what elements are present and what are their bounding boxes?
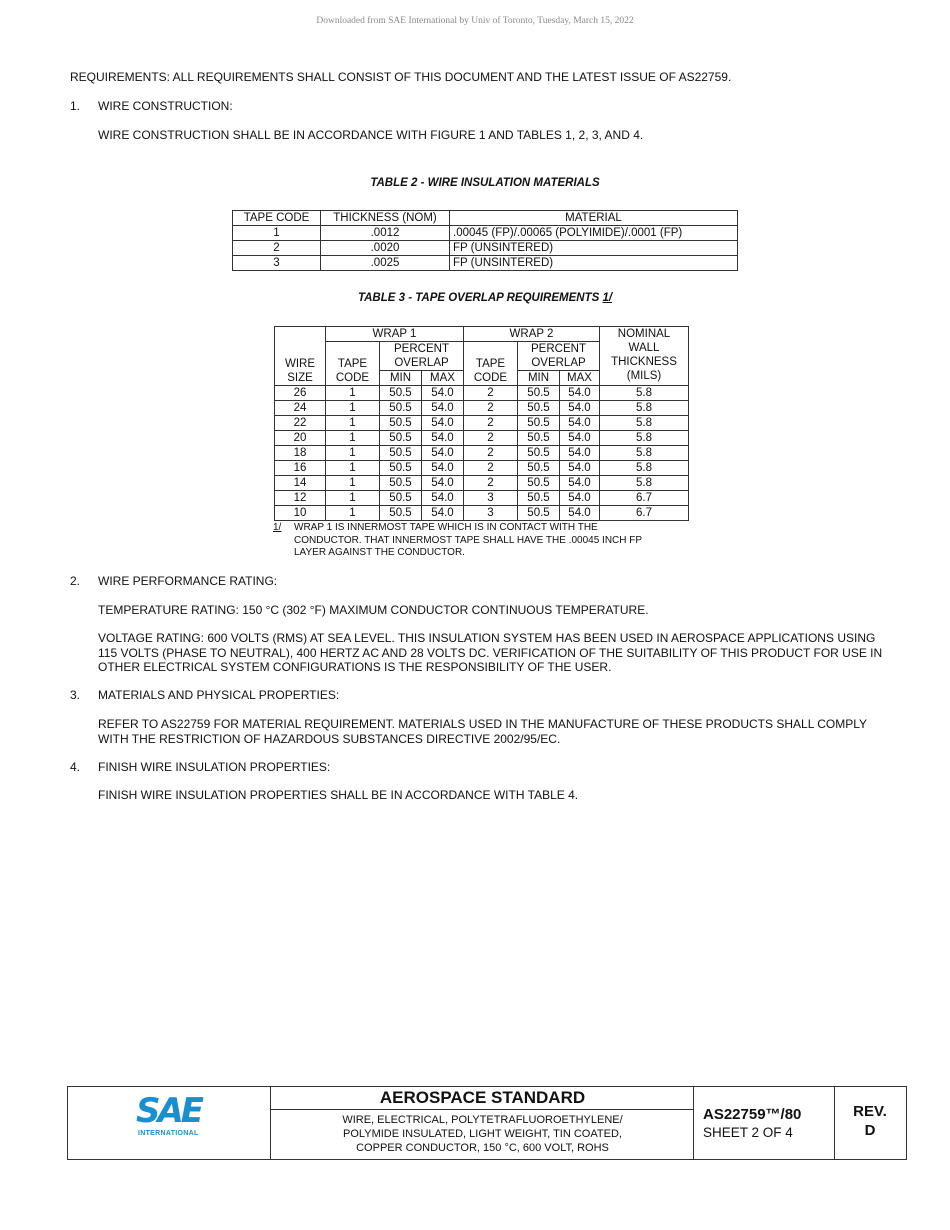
section-2-paragraph-1: TEMPERATURE RATING: 150 °C (302 °F) MAXIMUM CONDUCTOR CONTINUOUS TEMPERATURE. — [98, 603, 649, 617]
table-cell: 54.0 — [422, 416, 464, 431]
table-header-cell: WRAP 1 — [326, 327, 464, 342]
table-row — [275, 416, 689, 431]
table-cell: 2 — [464, 476, 518, 491]
table-3-title-note: 1/ — [602, 292, 613, 304]
table-row — [275, 327, 689, 342]
table-header-cell: OVERLAP — [380, 356, 464, 371]
table-header-cell: MAX — [560, 371, 600, 386]
table-2-title: TABLE 2 - WIRE INSULATION MATERIALS — [370, 177, 600, 189]
table-cell: 54.0 — [560, 461, 600, 476]
section-4-paragraph: FINISH WIRE INSULATION PROPERTIES SHALL BE IN ACCORDANCE WITH TABLE 4. — [98, 788, 579, 802]
table-cell: 5.8 — [600, 431, 689, 446]
download-notice: Downloaded from SAE International by Univ of Toronto, Tuesday, March 15, 2022 — [316, 16, 634, 26]
rev-label: REV. — [853, 1103, 887, 1120]
section-2-paragraph-2: VOLTAGE RATING: 600 VOLTS (RMS) AT SEA LEVEL. THIS INSULATION SYSTEM HAS BEEN USED IN AEROSPACE APPLICATIONS USING 115 VOLTS (PHASE TO NEUTRAL), 400 HERTZ AC AND 28 VOLTS DC. VERIFICATION OF THE SUITABILITY OF THIS PRODUCT FOR USE IN OTHER ELECTRICAL SYSTEM CONFIGURATIONS IS THE RESPONSIBILITY OF THE USER. — [98, 631, 883, 674]
table-cell: 1 — [326, 431, 380, 446]
table-cell: 50.5 — [380, 491, 422, 506]
table-cell: 50.5 — [380, 416, 422, 431]
header-tape: TAPE — [475, 358, 506, 370]
footnote-line: WRAP 1 IS INNERMOST TAPE WHICH IS IN CONTACT WITH THE — [294, 522, 598, 533]
table-cell: 2 — [464, 446, 518, 461]
table-header-cell — [326, 342, 380, 386]
table-cell: 50.5 — [380, 506, 422, 521]
table-cell: 54.0 — [422, 461, 464, 476]
table-cell: 20 — [275, 431, 326, 446]
table-row — [275, 386, 689, 401]
description-line: COPPER CONDUCTOR, 150 °C, 600 VOLT, ROHS — [356, 1142, 609, 1154]
description-line: WIRE, ELECTRICAL, POLYTETRAFLUOROETHYLENE/ — [342, 1114, 623, 1126]
table-cell: 1 — [326, 386, 380, 401]
sae-logo-letters: SAE — [136, 1091, 202, 1131]
header-thickness: THICKNESS — [611, 356, 677, 368]
table-cell: .00045 (FP)/.00065 (POLYIMIDE)/.0001 (FP) — [450, 226, 738, 241]
table-header-cell: OVERLAP — [518, 356, 600, 371]
table-cell: 50.5 — [380, 461, 422, 476]
table-header-cell: THICKNESS (NOM) — [321, 211, 450, 226]
table-cell: 50.5 — [380, 446, 422, 461]
table-cell: 54.0 — [422, 431, 464, 446]
table-row — [275, 431, 689, 446]
section-4-number: 4. — [70, 760, 81, 774]
footnote-marker: 1/ — [273, 522, 282, 533]
table-cell: 3 — [464, 491, 518, 506]
table-cell: 12 — [275, 491, 326, 506]
table-header-cell — [600, 327, 689, 386]
table-cell: 2 — [464, 431, 518, 446]
table-cell: 50.5 — [518, 386, 560, 401]
table-cell: 1 — [326, 446, 380, 461]
table-3-body — [275, 386, 689, 521]
table-cell: 2 — [233, 241, 321, 256]
title-block-description-cell — [270, 1087, 694, 1159]
header-code: CODE — [335, 372, 370, 384]
table-cell: 5.8 — [600, 386, 689, 401]
table-cell: 5.8 — [600, 401, 689, 416]
table-cell: 22 — [275, 416, 326, 431]
table-row — [275, 401, 689, 416]
header-tape: TAPE — [337, 358, 368, 370]
table-3-footnote-marker — [273, 522, 281, 535]
section-1-heading: WIRE CONSTRUCTION: — [98, 99, 233, 113]
table-cell: 54.0 — [422, 506, 464, 521]
table-cell: 50.5 — [380, 431, 422, 446]
header-mils: (MILS) — [626, 370, 662, 382]
table-cell: 1 — [326, 476, 380, 491]
table-cell: .0012 — [321, 226, 450, 241]
table-cell: 1 — [326, 491, 380, 506]
table-cell: 5.8 — [600, 461, 689, 476]
table-cell: 26 — [275, 386, 326, 401]
table-3 — [274, 326, 689, 521]
header-wire: WIRE — [284, 358, 316, 370]
table-cell: 50.5 — [518, 401, 560, 416]
section-3-number: 3. — [70, 688, 81, 702]
table-header-cell: WRAP 2 — [464, 327, 600, 342]
table-cell: 54.0 — [422, 401, 464, 416]
requirements-statement: REQUIREMENTS: ALL REQUIREMENTS SHALL CONSIST OF THIS DOCUMENT AND THE LATEST ISSUE OF AS22759. — [70, 70, 732, 84]
title-block-rev-cell — [834, 1087, 907, 1159]
table-cell: 1 — [326, 461, 380, 476]
table-cell: 50.5 — [518, 491, 560, 506]
standard-type: AEROSPACE STANDARD — [271, 1087, 694, 1110]
table-cell: 3 — [464, 506, 518, 521]
table-cell: 2 — [464, 386, 518, 401]
table-row — [233, 256, 738, 271]
table-cell: 50.5 — [518, 431, 560, 446]
table-cell: 50.5 — [518, 461, 560, 476]
document-number: AS22759™/80 — [703, 1106, 802, 1123]
header-size: SIZE — [287, 372, 313, 384]
table-3-title-text: TABLE 3 - TAPE OVERLAP REQUIREMENTS — [357, 292, 600, 304]
table-cell: 5.8 — [600, 416, 689, 431]
table-cell: 50.5 — [380, 386, 422, 401]
rev-value: D — [864, 1122, 876, 1139]
table-2 — [232, 210, 738, 271]
table-row — [233, 211, 738, 226]
title-block-docnum-cell — [693, 1087, 835, 1159]
table-cell: 54.0 — [560, 476, 600, 491]
table-cell: 1 — [326, 401, 380, 416]
footnote-line: LAYER AGAINST THE CONDUCTOR. — [294, 547, 465, 558]
table-cell: 54.0 — [560, 491, 600, 506]
table-header-cell: PERCENT — [518, 342, 600, 357]
section-1-paragraph: WIRE CONSTRUCTION SHALL BE IN ACCORDANCE WITH FIGURE 1 AND TABLES 1, 2, 3, AND 4. — [98, 128, 644, 142]
table-cell: 2 — [464, 416, 518, 431]
table-cell: 50.5 — [518, 476, 560, 491]
table-3-title — [0, 292, 950, 304]
table-row — [275, 506, 689, 521]
section-4-heading: FINISH WIRE INSULATION PROPERTIES: — [98, 760, 331, 774]
table-cell: 50.5 — [518, 506, 560, 521]
table-cell: 54.0 — [560, 386, 600, 401]
table-cell: 50.5 — [380, 401, 422, 416]
standard-description — [271, 1113, 694, 1155]
table-header-cell: TAPE CODE — [233, 211, 321, 226]
table-header-cell: MIN — [380, 371, 422, 386]
table-header-cell: MATERIAL — [450, 211, 738, 226]
table-cell: 54.0 — [422, 446, 464, 461]
header-nominal: NOMINAL — [617, 328, 671, 340]
table-cell: 16 — [275, 461, 326, 476]
table-row — [275, 461, 689, 476]
description-line: POLYMIDE INSULATED, LIGHT WEIGHT, TIN COATED, — [343, 1128, 622, 1140]
table-cell: 6.7 — [600, 506, 689, 521]
table-row — [275, 476, 689, 491]
table-row — [275, 446, 689, 461]
table-cell: 50.5 — [518, 416, 560, 431]
table-header-cell — [464, 342, 518, 386]
table-cell: 6.7 — [600, 491, 689, 506]
table-cell: 1 — [233, 226, 321, 241]
header-code: CODE — [473, 372, 508, 384]
table-cell: 5.8 — [600, 446, 689, 461]
table-header-cell: PERCENT — [380, 342, 464, 357]
sheet-number: SHEET 2 OF 4 — [703, 1125, 793, 1140]
table-row — [275, 491, 689, 506]
table-cell: 1 — [326, 416, 380, 431]
table-cell: 54.0 — [422, 386, 464, 401]
table-header-cell: MIN — [518, 371, 560, 386]
table-cell: 2 — [464, 401, 518, 416]
table-row — [233, 226, 738, 241]
table-cell: 54.0 — [560, 416, 600, 431]
section-2-number: 2. — [70, 574, 81, 588]
table-cell: 3 — [233, 256, 321, 271]
table-cell: 54.0 — [422, 476, 464, 491]
table-cell: .0025 — [321, 256, 450, 271]
table-cell: 50.5 — [518, 446, 560, 461]
table-cell: 54.0 — [560, 506, 600, 521]
footnote-line: CONDUCTOR. THAT INNERMOST TAPE SHALL HAVE THE .00045 INCH FP — [294, 534, 643, 546]
table-cell: 2 — [464, 461, 518, 476]
table-cell: 5.8 — [600, 476, 689, 491]
table-cell: FP (UNSINTERED) — [450, 241, 738, 256]
table-row — [233, 241, 738, 256]
table-cell: FP (UNSINTERED) — [450, 256, 738, 271]
table-cell: 54.0 — [560, 401, 600, 416]
table-header-cell — [275, 327, 326, 386]
table-cell: 10 — [275, 506, 326, 521]
table-cell: 14 — [275, 476, 326, 491]
table-cell: 1 — [326, 506, 380, 521]
title-block — [67, 1086, 907, 1160]
section-3-paragraph: REFER TO AS22759 FOR MATERIAL REQUIREMENT. MATERIALS USED IN THE MANUFACTURE OF THESE PRODUCTS SHALL COMPLY WITH THE RESTRICTION OF HAZARDOUS SUBSTANCES DIRECTIVE 2002/95/EC. — [98, 717, 867, 746]
header-wall: WALL — [628, 342, 660, 354]
table-3-footnote — [294, 522, 642, 560]
sae-logo — [68, 1087, 270, 1159]
table-cell: .0020 — [321, 241, 450, 256]
section-3-heading: MATERIALS AND PHYSICAL PROPERTIES: — [98, 688, 340, 702]
sae-logo-subtitle: INTERNATIONAL — [138, 1130, 199, 1137]
section-1-number: 1. — [70, 99, 81, 113]
table-cell: 54.0 — [560, 446, 600, 461]
table-cell: 24 — [275, 401, 326, 416]
section-2-heading: WIRE PERFORMANCE RATING: — [98, 574, 278, 588]
table-header-cell: MAX — [422, 371, 464, 386]
table-cell: 54.0 — [422, 491, 464, 506]
table-cell: 50.5 — [380, 476, 422, 491]
table-cell: 18 — [275, 446, 326, 461]
table-cell: 54.0 — [560, 431, 600, 446]
